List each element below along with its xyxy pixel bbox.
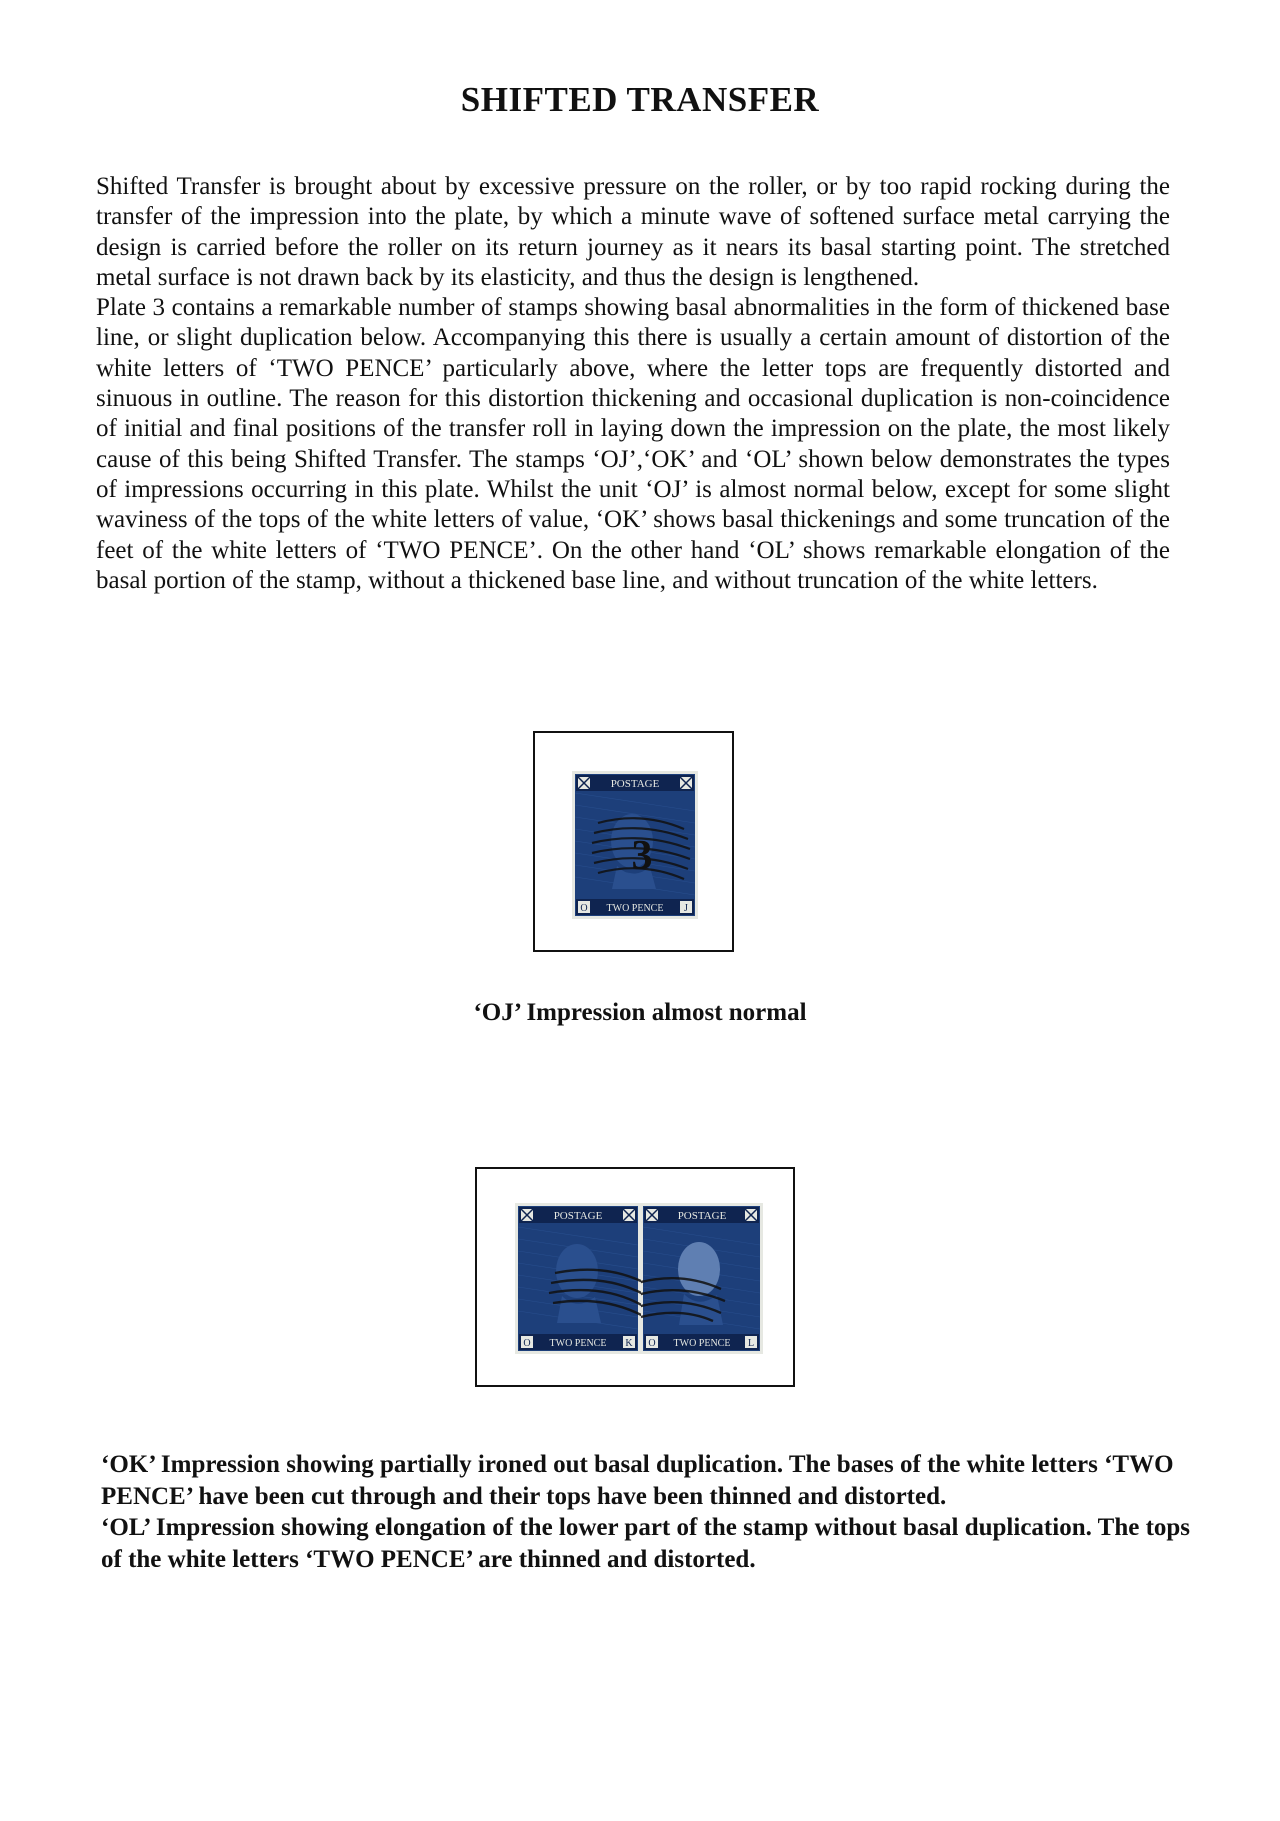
stamp-oj-value-label: TWO PENCE bbox=[606, 903, 664, 914]
stamp-ok-value-label: TWO PENCE bbox=[549, 1338, 607, 1349]
body-text bbox=[96, 172, 1170, 596]
stamp-oj-postage-label: POSTAGE bbox=[610, 778, 660, 790]
paragraph-plate-3: Plate 3 contains a remarkable number of stamps showing basal abnormalities in the form of thickened base line, or slight duplication below. Accompanying this there is usually a certain amount of distortion of the white letters of ‘TWO PENCE’ particularly above, where the letter tops are frequently distorted and sinuous in outline. The reason for this distortion thickening and occasional duplication is non-coincidence of initial and final positions of the transfer roll in laying down the impression on the plate, the most likely cause of this being Shifted Transfer. The stamps ‘OJ’,‘OK’ and ‘OL’ shown below demonstrates the types of impressions occurring in this plate. Whilst the unit ‘OJ’ is almost normal below, except for some slight waviness of the tops of the white letters of value, ‘OK’ shows basal thickenings and some truncation of the feet of the white letters of ‘TWO PENCE’. On the other hand ‘OL’ shows remarkable elongation of the basal portion of the stamp, without a thickened base line, and without truncation of the white letters. bbox=[96, 294, 1170, 594]
caption-ok-ol bbox=[101, 1449, 1201, 1575]
stamp-mount-pair bbox=[475, 1167, 795, 1387]
stamp-ok-left-letter: O bbox=[523, 1338, 531, 1349]
paragraph-shifted-transfer: Shifted Transfer is brought about by excessive pressure on the roller, or by too rapid rocking during the transfer of the impression into the plate, by which a minute wave of softened surface metal carrying the design is carried before the roller on its return journey as it nears its basal starting point. The stretched metal surface is not drawn back by its elasticity, and thus the design is lengthened. bbox=[96, 173, 1170, 291]
stamp-ok-right-letter: K bbox=[625, 1338, 633, 1349]
caption-ok: ‘OK’ Impression showing partially ironed out basal duplication. The bases of the white letters ‘TWO PENCE’ have been cut through and their tops have been thinned and distorted. bbox=[101, 1451, 1174, 1510]
stamp-mount-oj bbox=[533, 731, 734, 952]
caption-oj: ‘OJ’ Impression almost normal bbox=[473, 999, 807, 1026]
caption-ol: ‘OL’ Impression showing elongation of the lower part of the stamp without basal duplication. The tops of the white letters ‘TWO PENCE’ are thinned and distorted. bbox=[101, 1514, 1191, 1573]
stamp-ok-postage-label: POSTAGE bbox=[553, 1210, 603, 1222]
stamp-ol-image bbox=[641, 1203, 763, 1354]
stamp-oj-left-letter: O bbox=[580, 903, 588, 914]
stamp-ol-left-letter: O bbox=[648, 1338, 656, 1349]
page-title: SHIFTED TRANSFER bbox=[460, 80, 820, 119]
stamp-ok-image bbox=[515, 1203, 641, 1354]
stamp-oj-image bbox=[572, 771, 698, 919]
stamp-ol-value-label: TWO PENCE bbox=[673, 1338, 731, 1349]
stamp-ol-right-letter: L bbox=[747, 1338, 755, 1349]
stamp-oj-right-letter: J bbox=[684, 903, 688, 914]
stamp-oj-cancel-numeral: 3 bbox=[631, 833, 653, 879]
stamp-ol-postage-label: POSTAGE bbox=[677, 1210, 727, 1222]
